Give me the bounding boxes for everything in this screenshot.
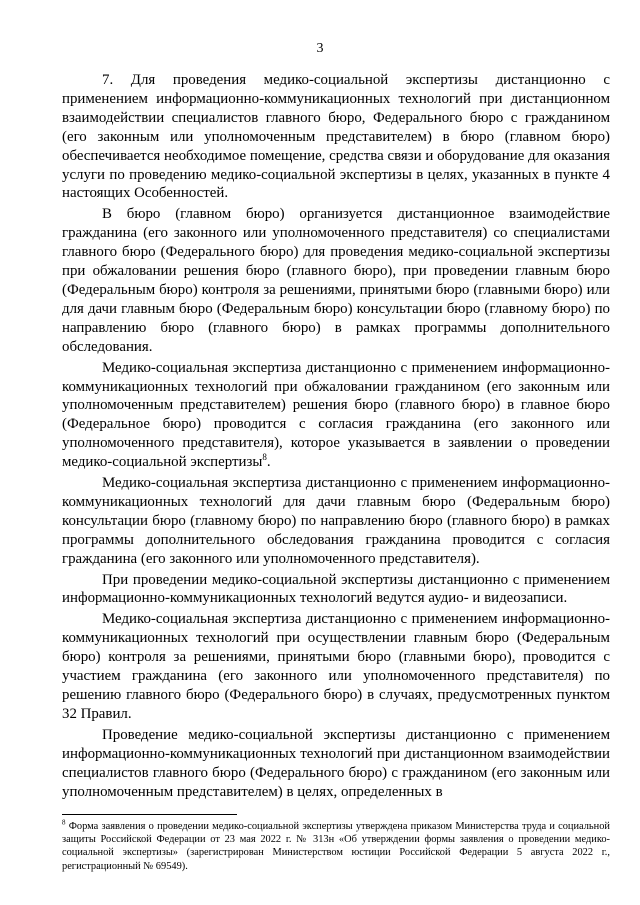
paragraph-7: 7. Для проведения медико-социальной экспертизы дистанционно с применением информационно-коммуникационных технологий при дистанционном взаимодействии специалистов главного бюро, Федерального бюро с гражданином (его законным или уполномоченным представителем) в бюро (главном бюро) обеспечивается необходимое помещение, средства связи и оборудование для оказания услуги по проведению медико-социальной экспертизы в целях, указанных в пункте 4 настоящих Особенностей. xyxy=(62,72,610,202)
paragraph-control: Медико-социальная экспертиза дистанционно с применением информационно-коммуникационных технологий при осуществлении главным бюро (Федеральным бюро) контроля за решениями, принятыми бюро (главными бюро), проводится с участием гражданина (его законного или уполномоченного представителя) по решению главного бюро (Федерального бюро) в случаях, предусмотренных пунктом 32 Правил. xyxy=(62,611,610,722)
footnote xyxy=(62,820,610,873)
page-number: 3 xyxy=(316,41,324,56)
paragraph-remote-interaction: В бюро (главном бюро) организуется дистанционное взаимодействие гражданина (его законного или уполномоченного представителя) со специалистами главного бюро (Федерального бюро) для проведения медико-социальной экспертизы при обжаловании решения бюро (главного бюро), при проведении главным бюро (Федеральным бюро) контроля за решениями, принятыми бюро (главными бюро) или для дачи главным бюро (Федеральным бюро) консультации бюро (главному бюро) по направлению бюро (главного бюро) в рамках программы дополнительного обследования. xyxy=(62,206,610,355)
paragraph-appeal-text: Медико-социальная экспертиза дистанционно с применением информационно-коммуникационных технологий при обжаловании гражданином (его законным или уполномоченным представителем) решения бюро (главного бюро) в главное бюро (Федеральное бюро) проводится с согласия гражданина (его законного или уполномоченного представителя), которое указывается в заявлении о проведении медико-социальной экспертизы xyxy=(62,359,610,471)
document-body xyxy=(62,71,610,801)
footnote-number: 8 xyxy=(62,818,66,827)
paragraph-appeal: Медико-социальная экспертиза дистанционно с применением информационно-коммуникационных технологий при обжаловании гражданином (его законным или уполномоченным представителем) решения бюро (главного бюро) в главное бюро (Федеральное бюро) проводится с согласия гражданина (его законного или уполномоченного представителя), которое указывается в заявлении о проведении медико-социальной экспертизы$^8$. xyxy=(62,359,610,471)
paragraph-recording: При проведении медико-социальной экспертизы дистанционно с применением информационно-коммуникационных технологий ведутся аудио- и видеозаписи. xyxy=(62,571,610,607)
footnote-ref: 8 xyxy=(262,452,267,463)
footnote-text: Форма заявления о проведении медико-социальной экспертизы утверждена приказом Министерства труда и социальной защиты Российской Федерации от 23 мая 2022 г. № 313н «Об утверждении формы заявления о проведении медико-социальной экспертизы» (зарегистрирован Министерством юстиции Российской Федерации 5 августа 2022 г., регистрационный № 69549). xyxy=(62,821,610,872)
footnote-separator xyxy=(62,814,237,815)
paragraph-conducting: Проведение медико-социальной экспертизы дистанционно с применением информационно-коммуникационных технологий при дистанционном взаимодействии специалистов главного бюро (Федерального бюро) с гражданином (его законным или уполномоченным представителем) в целях, определенных в xyxy=(62,726,610,800)
paragraph-consultation: Медико-социальная экспертиза дистанционно с применением информационно-коммуникационных технологий для дачи главным бюро (Федеральным бюро) консультации бюро (главному бюро) по направлению бюро (главного бюро) в рамках программы дополнительного обследования гражданина проводится с согласия гражданина (его законного или уполномоченного представителя). xyxy=(62,475,610,567)
